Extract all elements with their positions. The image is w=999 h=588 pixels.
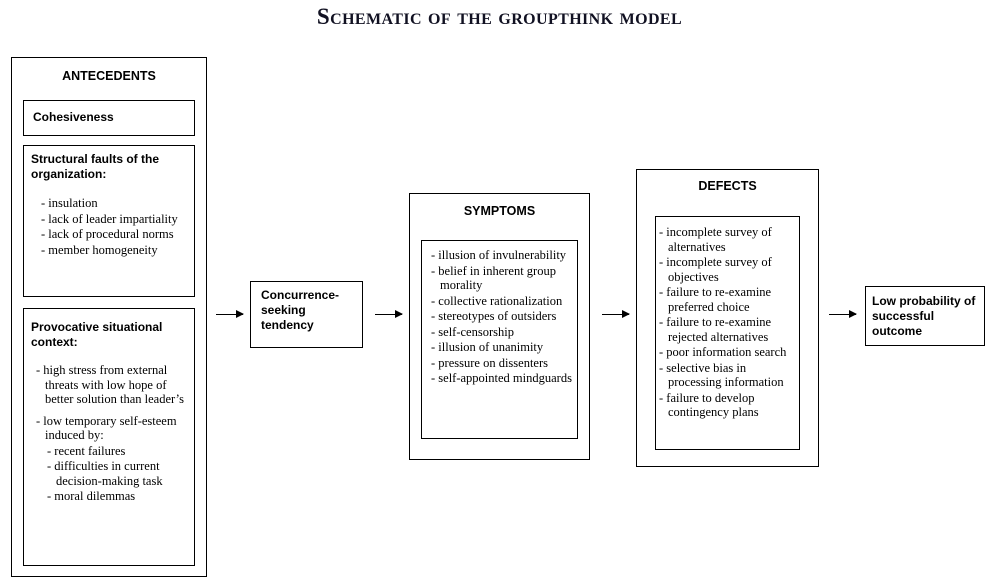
structural-faults-list [41,196,191,258]
concurrence-seeking-label: Concurrence-seeking tendency [261,288,340,332]
arrow-defects-to-outcome-icon [829,314,856,315]
cohesiveness-label: Cohesiveness [33,110,114,124]
list-item: - moral dilemmas [47,489,136,503]
list-item: - failure to develop contingency plans [659,390,759,419]
list-item: - selective bias in processing information [659,360,784,389]
list-item: - self-appointed mindguards [431,371,572,385]
list-item: - recent failures [47,443,126,458]
provocative-context-label: Provocative situational context: [31,320,163,349]
arrow-concurrence-to-symptoms-icon [375,314,402,315]
arrow-antecedents-to-concurrence-icon [216,314,243,315]
symptoms-heading: SYMPTOMS [463,204,536,218]
list-item: - collective rationalization [431,293,563,308]
list-item: - self-censorship [431,324,514,339]
list-item: - poor information search [659,345,787,359]
defects-heading: DEFECTS [698,179,757,193]
provocative-context-list [36,363,192,505]
list-item: - high stress from external threats with low hope of better solution than leader’s [36,363,184,406]
list-item: - incomplete survey of alternatives [659,225,772,254]
list-item: - illusion of unanimity [431,340,544,354]
list-item: - failure to re-examine rejected alternatives [659,315,772,344]
list-item: - lack of procedural norms [41,227,174,241]
list-item: - belief in inherent group morality [431,263,556,292]
list-item: - lack of leader impartiality [41,211,178,226]
defects-list [659,225,800,421]
list-item: - stereotypes of outsiders [431,309,557,323]
outcome-label: Low probability of successful outcome [872,294,976,338]
list-item: - insulation [41,196,98,210]
symptoms-list [431,248,573,387]
antecedents-heading: ANTECEDENTS [62,69,156,83]
list-item: - illusion of invulnerability [431,248,567,262]
list-item: - member homogeneity [41,242,158,257]
structural-faults-label: Structural faults of the organization: [31,152,160,181]
list-item: - difficulties in current decision-making task [47,459,163,488]
list-item: - failure to re-examine preferred choice [659,285,772,314]
list-item: - pressure on dissenters [431,355,548,370]
list-item: - low temporary self-esteem induced by: [36,413,177,442]
arrow-symptoms-to-defects-icon [602,314,629,315]
list-item: - incomplete survey of objectives [659,255,772,284]
page-title: Schematic of the groupthink model [316,4,683,29]
